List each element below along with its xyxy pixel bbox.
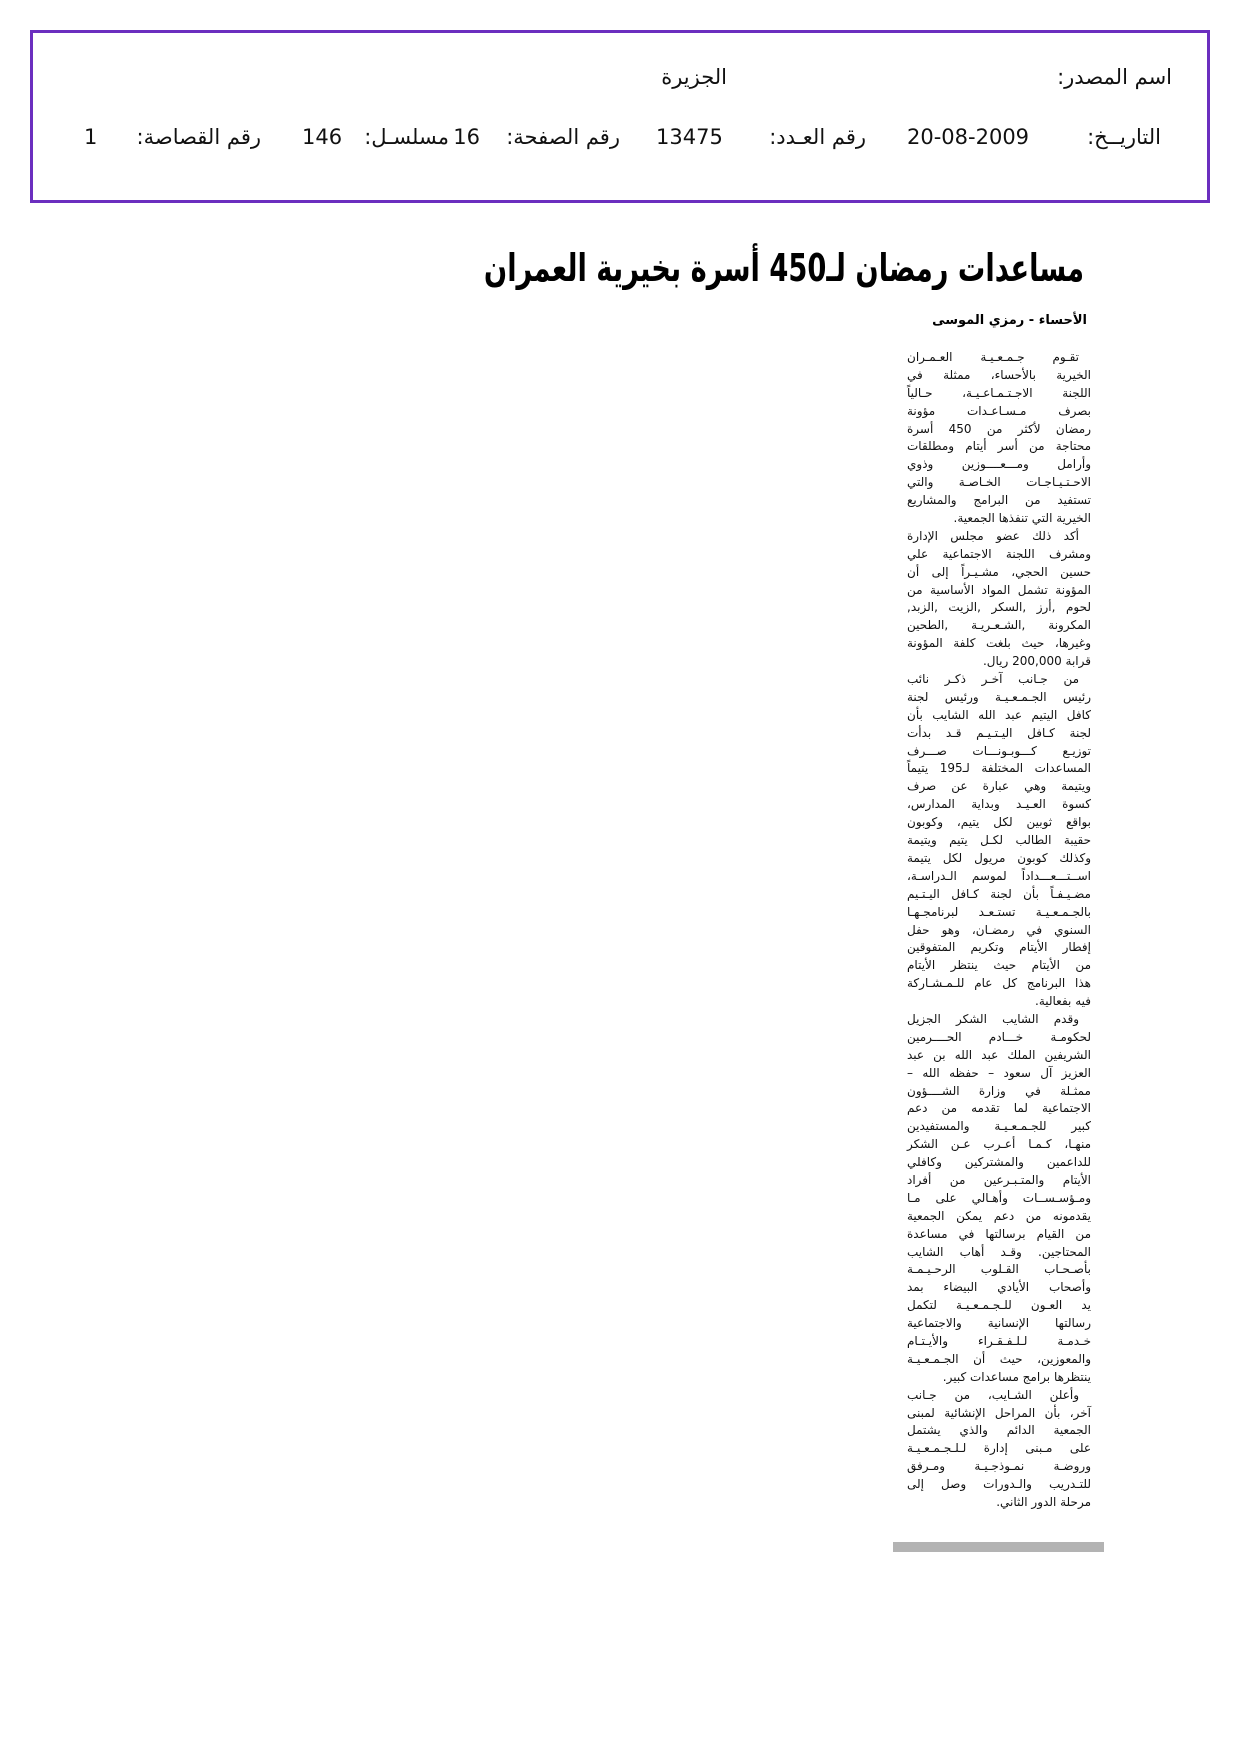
article-line: يقدمونه من دعم يمكن الجمعية	[907, 1208, 1091, 1223]
article-line: كافل اليتيم عبد الله الشايب بأن	[907, 707, 1091, 722]
clip-label: رقم القصاصة:	[136, 125, 261, 149]
article-line: هذا البرنامج كل عام للـمـشـاركة	[907, 976, 1091, 991]
article-line: توزيـع كـــوبـونـــات صـــرف	[907, 743, 1091, 758]
article-line: الجمعية الدائم والذي يشتمل	[907, 1423, 1091, 1438]
serial-label: مسلسـل:	[364, 125, 449, 149]
article-line: قرابة 200,000 ريال.	[982, 654, 1091, 669]
article-line: الأيتام والمتـبـرعين من أفراد	[907, 1172, 1091, 1187]
article-line: وأصحاب الأيادي البيضاء بمد	[907, 1280, 1091, 1295]
article-line: خـدمـة لـلـفـقـراء والأيـتـام	[907, 1333, 1091, 1348]
article-byline: الأحساء - رمزي الموسى	[932, 313, 1087, 328]
date-value: 20-08-2009	[907, 125, 1030, 149]
article-line: المساعدات المختلفة لـ195 يتيماً	[907, 761, 1092, 776]
article-line: بأصـحـاب القـلوب الرحـيـمـة	[907, 1262, 1091, 1277]
article-line: حقيبة الطالب لكـل يتيم ويتيمة	[907, 833, 1091, 848]
article-line: من القيام برسالتها في مساعدة	[907, 1226, 1091, 1241]
article-line: للداعمين والمشتركين وكافلي	[907, 1155, 1091, 1170]
article-line: والمعوزين، حيث أن الجـمـعـيـة	[907, 1351, 1091, 1366]
source-value: الجزيرة	[661, 65, 727, 89]
page-value: 16	[453, 125, 480, 149]
article-line: العزيز آل سعود – حفظه الله –	[907, 1065, 1091, 1080]
article-line: بصرف مـسـاعـدات مؤونة	[907, 403, 1091, 418]
article-line: إفطار الأيتام وتكريم المتفوقين	[907, 940, 1091, 955]
article-line: كبير للجـمـعـيـة والمستفيدين	[907, 1119, 1091, 1134]
article-line: على مـبنى إدارة لـلـجـمـعـيـة	[907, 1441, 1091, 1456]
article-line: أكد ذلك عضو مجلس الإدارة	[907, 528, 1079, 543]
article-line: لجنة كـافل اليـتـيـم قـد بدأت	[907, 725, 1091, 740]
article-line: آخر، بأن المراحل الإنشائية لمبنى	[907, 1405, 1091, 1420]
article-body	[907, 349, 1091, 1512]
date-label: التاريــخ:	[1087, 125, 1161, 149]
article-line: من الأيتام حيث ينتظر الأيتام	[907, 958, 1091, 973]
article-line: المحتاجين. وقـد أهاب الشايب	[907, 1244, 1091, 1259]
article-paragraph	[907, 671, 1091, 1011]
article-title: مساعدات رمضان لـ450 أسرة بخيرية العمران	[483, 246, 1084, 290]
article-line: مضـيـفـاً بأن لجنة كـافل اليـتـيم	[907, 886, 1091, 901]
article-line: اســتـــعـــداداً لموسم الـدراسـة،	[907, 868, 1091, 883]
article-line: وقدم الشايب الشكر الجزيل	[907, 1011, 1079, 1026]
article-line: وروضـة نمـوذجـيـة ومـرفق	[907, 1459, 1091, 1474]
article-line: الاحـتـيـاجـات الخـاصـة والتي	[907, 475, 1091, 490]
article-line: وأعلن الشـايب، من جـانب	[907, 1387, 1079, 1402]
article-line: محتاجة من أسر أيتام ومطلقات	[907, 439, 1091, 454]
article-line: كسوة العـيـد وبداية المدارس،	[907, 797, 1091, 812]
article-line: وغيرها، حيث بلغت كلفة المؤونة	[907, 636, 1091, 651]
article-paragraph	[907, 1387, 1091, 1512]
clip-value: 1	[84, 125, 98, 149]
article-paragraph	[907, 528, 1091, 671]
article-line: الخيرية بالأحساء، ممثلة في	[907, 367, 1091, 382]
article-line: المكرونة ,الشـعـريـة ,الطحين	[907, 618, 1091, 633]
article-line: مرحلة الدور الثاني.	[996, 1495, 1091, 1509]
article-line: حسين الحجي، مشـيـراً إلى أن	[907, 564, 1091, 579]
article-line: تقـوم جـمـعـيـة العـمـران	[907, 350, 1079, 364]
article-line: وأرامل ومـــعــــوزين وذوي	[907, 457, 1091, 472]
article-line: بالجـمـعـيـة تستـعـد لبرنامجـهـا	[907, 904, 1091, 919]
page-label: رقم الصفحة:	[506, 125, 620, 149]
article-line: لحكومـة خـــادم الحــــرمين	[907, 1029, 1091, 1044]
article-line: ومـؤسـســات وأهـالي على مـا	[907, 1190, 1091, 1205]
article-line: السنوي في رمضـان، وهو حفل	[907, 922, 1091, 937]
article-line: بواقع ثوبين لكل يتيم، وكوبون	[907, 815, 1091, 830]
article-line: للتـدريب والـدورات وصل إلى	[907, 1477, 1091, 1492]
article-line: يد العـون للـجـمـعـيـة لتكمل	[907, 1298, 1091, 1313]
article-line: ويتيمة وهي عبارة عن صرف	[907, 779, 1091, 794]
article-paragraph	[907, 1011, 1091, 1387]
article-line: الاجتماعية لما تقدمه من دعم	[907, 1101, 1091, 1116]
article-line: فيه بفعالية.	[1035, 994, 1091, 1009]
issue-value: 13475	[656, 125, 723, 149]
article-line: الشريفين الملك عبد الله بن عبد	[907, 1047, 1091, 1062]
separator-bar	[893, 1542, 1104, 1552]
article-line: ومشرف اللجنة الاجتماعية علي	[907, 546, 1091, 561]
article-line: المؤونة تشمل المواد الأساسية من	[907, 582, 1091, 597]
article-line: وكذلك كوبون مريول لكل يتيمة	[907, 850, 1091, 865]
article-line: رسالتها الإنسانية والاجتماعية	[907, 1316, 1091, 1331]
article-line: ممثـلة في وزارة الشــــؤون	[907, 1083, 1091, 1098]
source-label: اسم المصدر:	[1057, 65, 1172, 89]
article-line: تستفيد من البرامج والمشاريع	[907, 493, 1091, 508]
serial-value: 146	[302, 125, 343, 149]
article-line: رمضان لأكثر من 450 أسرة	[907, 421, 1091, 436]
clipping-info-box	[30, 30, 1210, 203]
article-line: من جـانب آخـر ذكـر نائب	[907, 672, 1079, 687]
issue-label: رقم العـدد:	[769, 125, 866, 149]
article-line: رئيس الجـمـعـيـة ورئيس لجنة	[907, 689, 1091, 704]
article-paragraph	[907, 349, 1091, 528]
article-line: ينتظرها برامج مساعدات كبير.	[942, 1369, 1091, 1384]
article-line: الخيرية التي تنفذها الجمعية.	[953, 511, 1091, 526]
article-line: اللجنة الاجـتـمـاعـيـة، حـالياً	[907, 385, 1091, 400]
article-line: لحوم ,أرز ,السكر ,الزيت ,الزبد,	[907, 600, 1091, 615]
article-line: منهـا، كـمـا أعـرب عـن الشكر	[907, 1137, 1091, 1152]
